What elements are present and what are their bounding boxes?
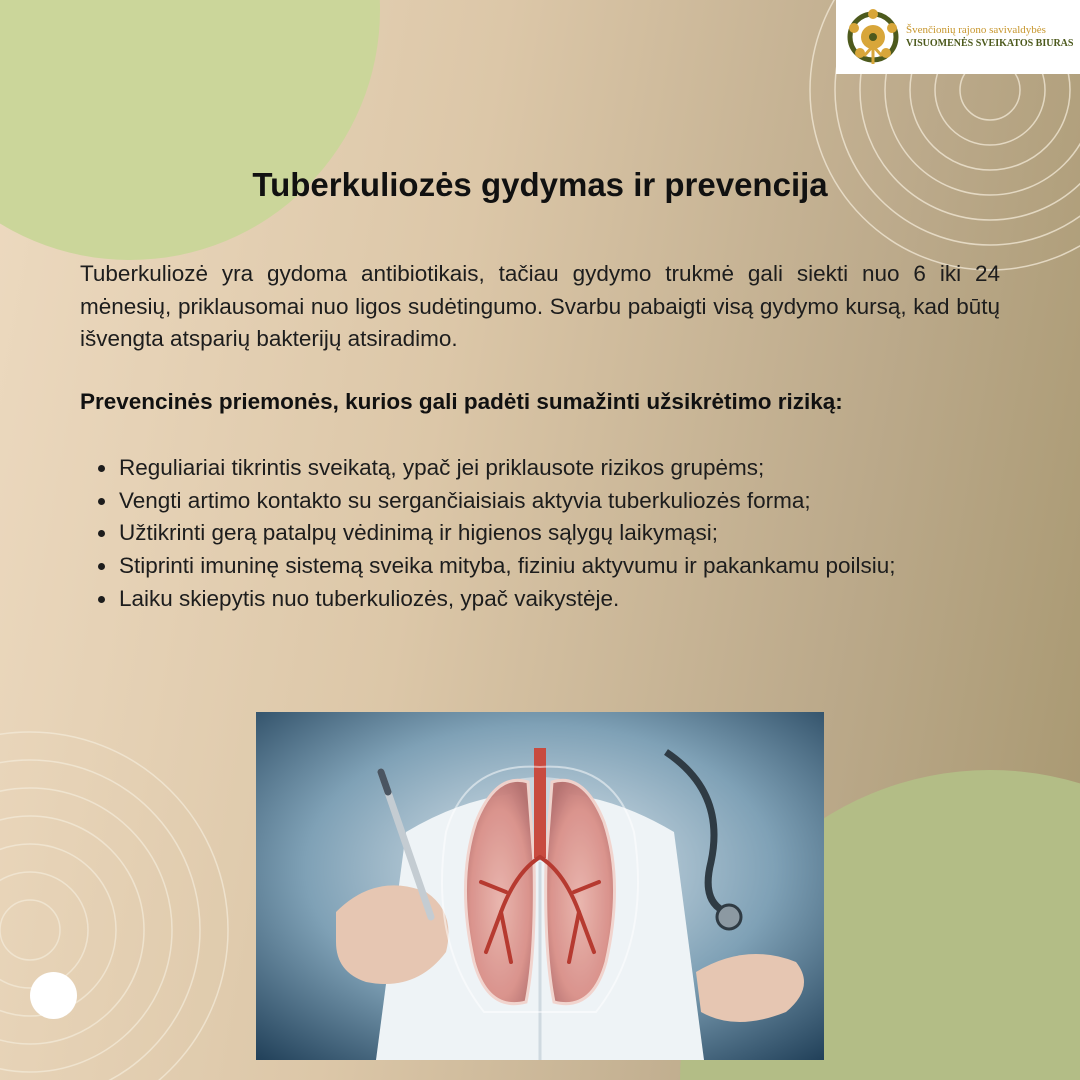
- logo-line-bureau: VISUOMENĖS SVEIKATOS BIURAS: [906, 37, 1074, 49]
- prevention-heading: Prevencinės priemonės, kurios gali padėti sumažinti užsikrėtimo riziką:: [80, 389, 843, 414]
- doctor-with-lungs-illustration: [256, 712, 824, 1060]
- organization-logo[interactable]: [836, 0, 1080, 74]
- bullet-icon: [98, 563, 105, 570]
- list-item: [80, 517, 1000, 550]
- list-item-text: Laiku skiepytis nuo tuberkuliozės, ypač vaikystėje.: [119, 585, 620, 611]
- list-item: [80, 485, 1000, 518]
- prevention-list: [80, 452, 1000, 615]
- bullet-icon: [98, 596, 105, 603]
- tree-figures-emblem-icon: [842, 6, 904, 68]
- bullet-icon: [98, 465, 105, 472]
- list-item-text: Užtikrinti gerą patalpų vėdinimą ir higienos sąlygų laikymąsi;: [119, 520, 719, 546]
- logo-line-municipality: Švenčionių rajono savivaldybės: [906, 23, 1046, 36]
- list-item: [80, 550, 1000, 583]
- list-item: [80, 452, 1000, 485]
- bullet-icon: [98, 498, 105, 505]
- list-item: [80, 583, 1000, 616]
- list-item-text: Reguliariai tikrintis sveikatą, ypač jei priklausote rizikos grupėms;: [119, 455, 765, 480]
- decorative-green-circle-top-left: [0, 0, 380, 260]
- decorative-white-dot: [30, 972, 77, 1019]
- list-item-text: Vengti artimo kontakto su sergančiaisiais aktyvia tuberkuliozės forma;: [119, 487, 811, 513]
- decorative-rings-bottom-left: [0, 720, 240, 1080]
- bullet-icon: [98, 530, 105, 537]
- page-title: Tuberkuliozės gydymas ir prevencija: [252, 166, 828, 203]
- list-item-text: Stiprinti imuninę sistemą sveika mityba, fiziniu aktyvumu ir pakankamu poilsiu;: [119, 552, 896, 578]
- intro-paragraph: Tuberkuliozė yra gydoma antibiotikais, tačiau gydymo trukmė gali siekti nuo 6 iki 24 mėnesių, priklausomai nuo ligos sudėtingumo. Svarbu pabaigti visą gydymo kursą, kad būtų išvengta atsparių bakterijų atsiradimo.: [80, 261, 1000, 352]
